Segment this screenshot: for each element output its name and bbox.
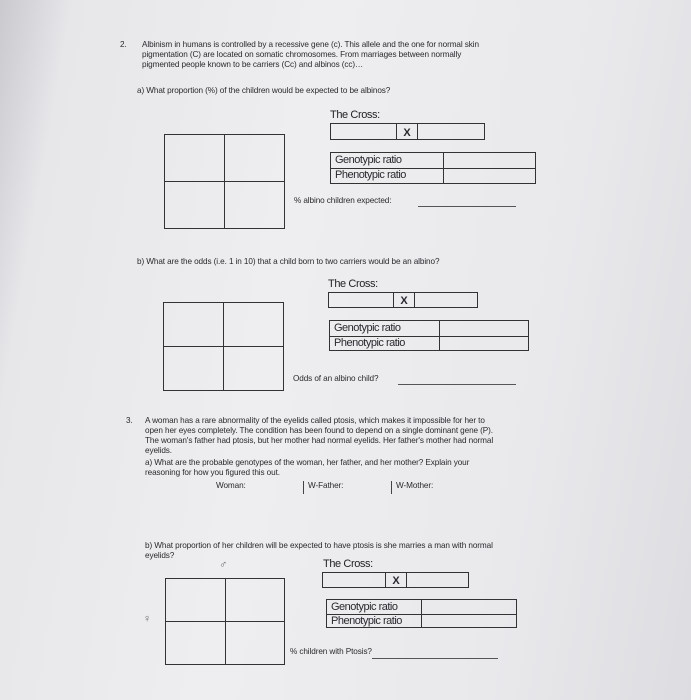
cross-x-symbol: X bbox=[400, 295, 408, 307]
field-divider bbox=[391, 481, 392, 494]
q3b-ratio-table bbox=[326, 599, 517, 628]
female-symbol-icon: ♀ bbox=[143, 613, 152, 625]
q3b-answer-line[interactable] bbox=[372, 658, 498, 659]
q3b-cross-label: The Cross: bbox=[323, 558, 373, 570]
q2b-cross-label: The Cross: bbox=[328, 278, 378, 290]
q3-intro-line-3: The woman's father had ptosis, but her mother had normal eyelids. Her father's mother had normal bbox=[145, 436, 494, 445]
q3-number: 3. bbox=[126, 416, 133, 425]
q2-intro-line-2: pigmentation (C) are located on somatic chromosomes. From marriages between normally bbox=[142, 50, 462, 59]
punnett-cell[interactable] bbox=[224, 134, 285, 182]
q2b-question: b) What are the odds (i.e. 1 in 10) that a child born to two carriers would be an albino? bbox=[137, 257, 440, 266]
q2-number: 2. bbox=[120, 40, 127, 49]
punnett-cell[interactable] bbox=[164, 181, 225, 229]
q2-intro-line-3: pigmented people known to be carriers (Cc) and albinos (cc)… bbox=[142, 60, 364, 69]
q2b-cross-box[interactable] bbox=[328, 292, 478, 308]
punnett-cell[interactable] bbox=[165, 621, 226, 665]
q2a-answer-line[interactable] bbox=[418, 206, 516, 207]
q2a-cross-box[interactable] bbox=[330, 123, 485, 140]
father-label: W-Father: bbox=[308, 481, 344, 490]
q3b-cross-x-cell bbox=[385, 572, 407, 588]
phenotypic-ratio-label: Phenotypic ratio bbox=[327, 614, 422, 628]
punnett-cell[interactable] bbox=[163, 346, 224, 391]
mother-label: W-Mother: bbox=[396, 481, 434, 490]
q3-intro-line-4: eyelids. bbox=[145, 446, 172, 455]
punnett-cell[interactable] bbox=[224, 181, 285, 229]
q3a-question-line-1: a) What are the probable genotypes of the woman, her father, and her mother? Explain your bbox=[145, 458, 470, 467]
q3b-question-line-1: b) What proportion of her children will be expected to have ptosis is she marries a man with normal bbox=[145, 541, 493, 550]
cross-x-symbol: X bbox=[392, 575, 400, 587]
punnett-cell[interactable] bbox=[163, 302, 224, 347]
punnett-cell[interactable] bbox=[223, 302, 284, 347]
q3-intro-line-1: A woman has a rare abnormality of the eyelids called ptosis, which makes it impossible for her to bbox=[145, 416, 485, 425]
punnett-cell[interactable] bbox=[225, 578, 285, 622]
woman-label: Woman: bbox=[216, 481, 246, 490]
punnett-cell[interactable] bbox=[165, 578, 226, 622]
q2a-cross-x-cell bbox=[396, 123, 418, 140]
q3b-answer-prompt: % children with Ptosis? bbox=[290, 647, 372, 656]
q2a-answer-prompt: % albino children expected: bbox=[294, 196, 392, 205]
genotypic-ratio-label: Genotypic ratio bbox=[330, 321, 440, 336]
punnett-cell[interactable] bbox=[223, 346, 284, 391]
q3-intro-line-2: open her eyes completely. The condition has been found to depend on a single dominant gene (P). bbox=[145, 426, 493, 435]
q2a-cross-label: The Cross: bbox=[330, 109, 380, 121]
q3a-question-line-2: reasoning for how you figured this out. bbox=[145, 468, 280, 477]
punnett-cell[interactable] bbox=[225, 621, 285, 665]
q2a-ratio-table bbox=[330, 152, 536, 184]
field-divider bbox=[303, 481, 304, 494]
q2b-answer-prompt: Odds of an albino child? bbox=[293, 374, 379, 383]
q3b-question-line-2: eyelids? bbox=[145, 551, 175, 560]
phenotypic-ratio-label: Phenotypic ratio bbox=[330, 336, 440, 351]
genotypic-ratio-label: Genotypic ratio bbox=[327, 600, 422, 614]
q2a-question: a) What proportion (%) of the children would be expected to be albinos? bbox=[137, 86, 391, 95]
q2b-ratio-table bbox=[329, 320, 529, 351]
phenotypic-ratio-label: Phenotypic ratio bbox=[331, 168, 444, 183]
male-symbol-icon: ♂ bbox=[219, 559, 228, 571]
q2-intro-line-1: Albinism in humans is controlled by a recessive gene (c). This allele and the one for normal skin bbox=[142, 40, 479, 49]
q2b-cross-x-cell bbox=[393, 292, 415, 308]
q2b-answer-line[interactable] bbox=[398, 384, 516, 385]
genotypic-ratio-label: Genotypic ratio bbox=[331, 153, 444, 168]
punnett-cell[interactable] bbox=[164, 134, 225, 182]
q3b-cross-box[interactable] bbox=[322, 572, 469, 588]
cross-x-symbol: X bbox=[403, 127, 411, 139]
